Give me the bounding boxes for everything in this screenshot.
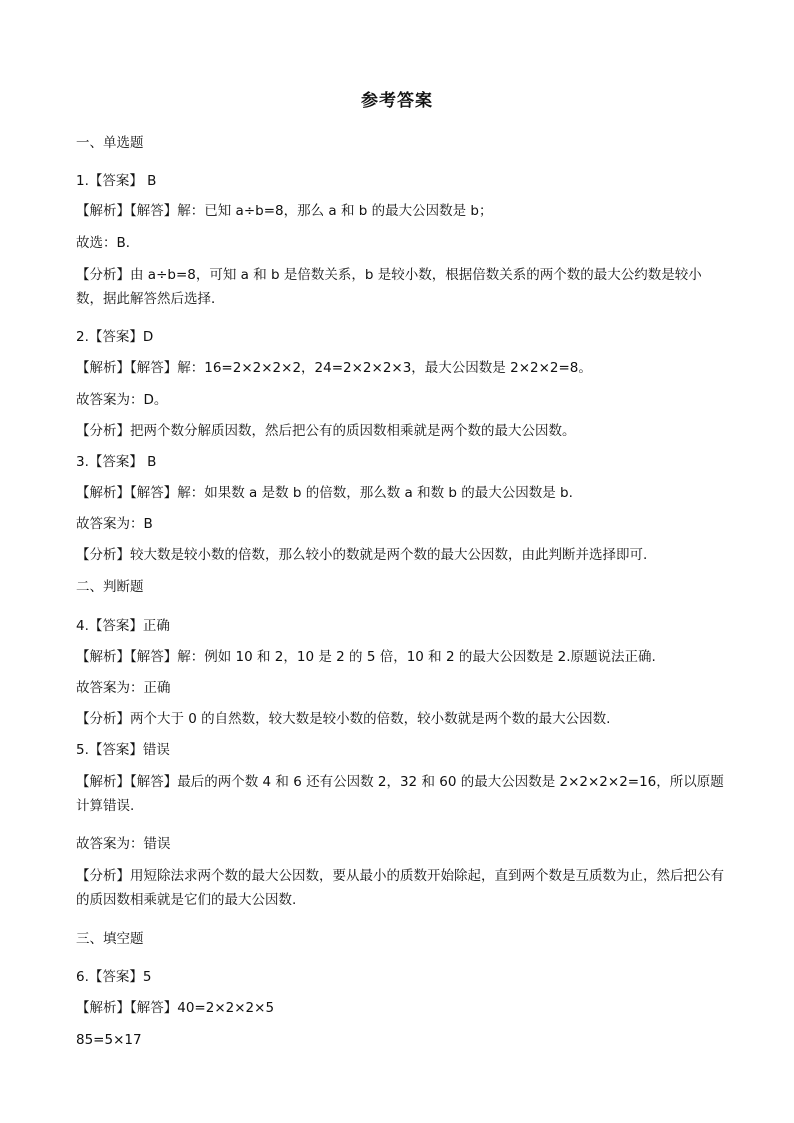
conclusion-5: 故答案为：错误 <box>76 836 171 852</box>
section-heading-single-choice: 一、单选题 <box>76 135 144 151</box>
section-heading-judgment: 二、判断题 <box>76 579 144 595</box>
conclusion-3: 故答案为：B <box>76 516 153 532</box>
reasoning-3: 【分析】较大数是较小数的倍数，那么较小的数就是两个数的最大公因数，由此判断并选择即可. <box>76 547 648 563</box>
answer-4: 4.【答案】正确 <box>76 618 170 634</box>
analysis-4: 【解析】【解答】解：例如 10 和 2，10 是 2 的 5 倍，10 和 2 的最大公因数是 2.原题说法正确. <box>76 649 656 665</box>
section-heading-fill-blank: 三、填空题 <box>76 931 144 947</box>
analysis-6-continued: 85=5×17 <box>76 1032 142 1048</box>
conclusion-4: 故答案为：正确 <box>76 680 171 696</box>
analysis-1: 【解析】【解答】解：已知 a÷b=8，那么 a 和 b 的最大公因数是 b； <box>76 203 493 219</box>
page-title: 参考答案 <box>361 91 433 111</box>
analysis-6: 【解析】【解答】40=2×2×2×5 <box>76 1000 275 1016</box>
answer-3: 3.【答案】 B <box>76 454 157 470</box>
conclusion-2: 故答案为：D。 <box>76 392 168 408</box>
reasoning-5: 【分析】用短除法求两个数的最大公因数，要从最小的质数开始除起，直到两个数是互质数为止，然后把公有的质因数相乘就是它们的最大公因数. <box>76 868 724 908</box>
analysis-5: 【解析】【解答】最后的两个数 4 和 6 还有公因数 2，32 和 60 的最大公因数是 2×2×2×2=16，所以原题计算错误. <box>76 774 724 814</box>
analysis-3: 【解析】【解答】解：如果数 a 是数 b 的倍数，那么数 a 和数 b 的最大公因数是 b. <box>76 485 573 501</box>
conclusion-1: 故选：B． <box>76 235 140 251</box>
answer-6: 6.【答案】5 <box>76 969 152 985</box>
answer-1: 1.【答案】 B <box>76 173 157 189</box>
answer-5: 5.【答案】错误 <box>76 742 170 758</box>
analysis-2: 【解析】【解答】解：16=2×2×2×2，24=2×2×2×3，最大公因数是 2×2×2=8。 <box>76 360 592 376</box>
reasoning-2: 【分析】把两个数分解质因数，然后把公有的质因数相乘就是两个数的最大公因数。 <box>76 423 576 439</box>
answer-2: 2.【答案】D <box>76 329 154 345</box>
reasoning-1: 【分析】由 a÷b=8，可知 a 和 b 是倍数关系，b 是较小数，根据倍数关系的两个数的最大公约数是较小数，据此解答然后选择． <box>76 267 702 307</box>
reasoning-4: 【分析】两个大于 0 的自然数，较大数是较小数的倍数，较小数就是两个数的最大公因数. <box>76 711 611 727</box>
